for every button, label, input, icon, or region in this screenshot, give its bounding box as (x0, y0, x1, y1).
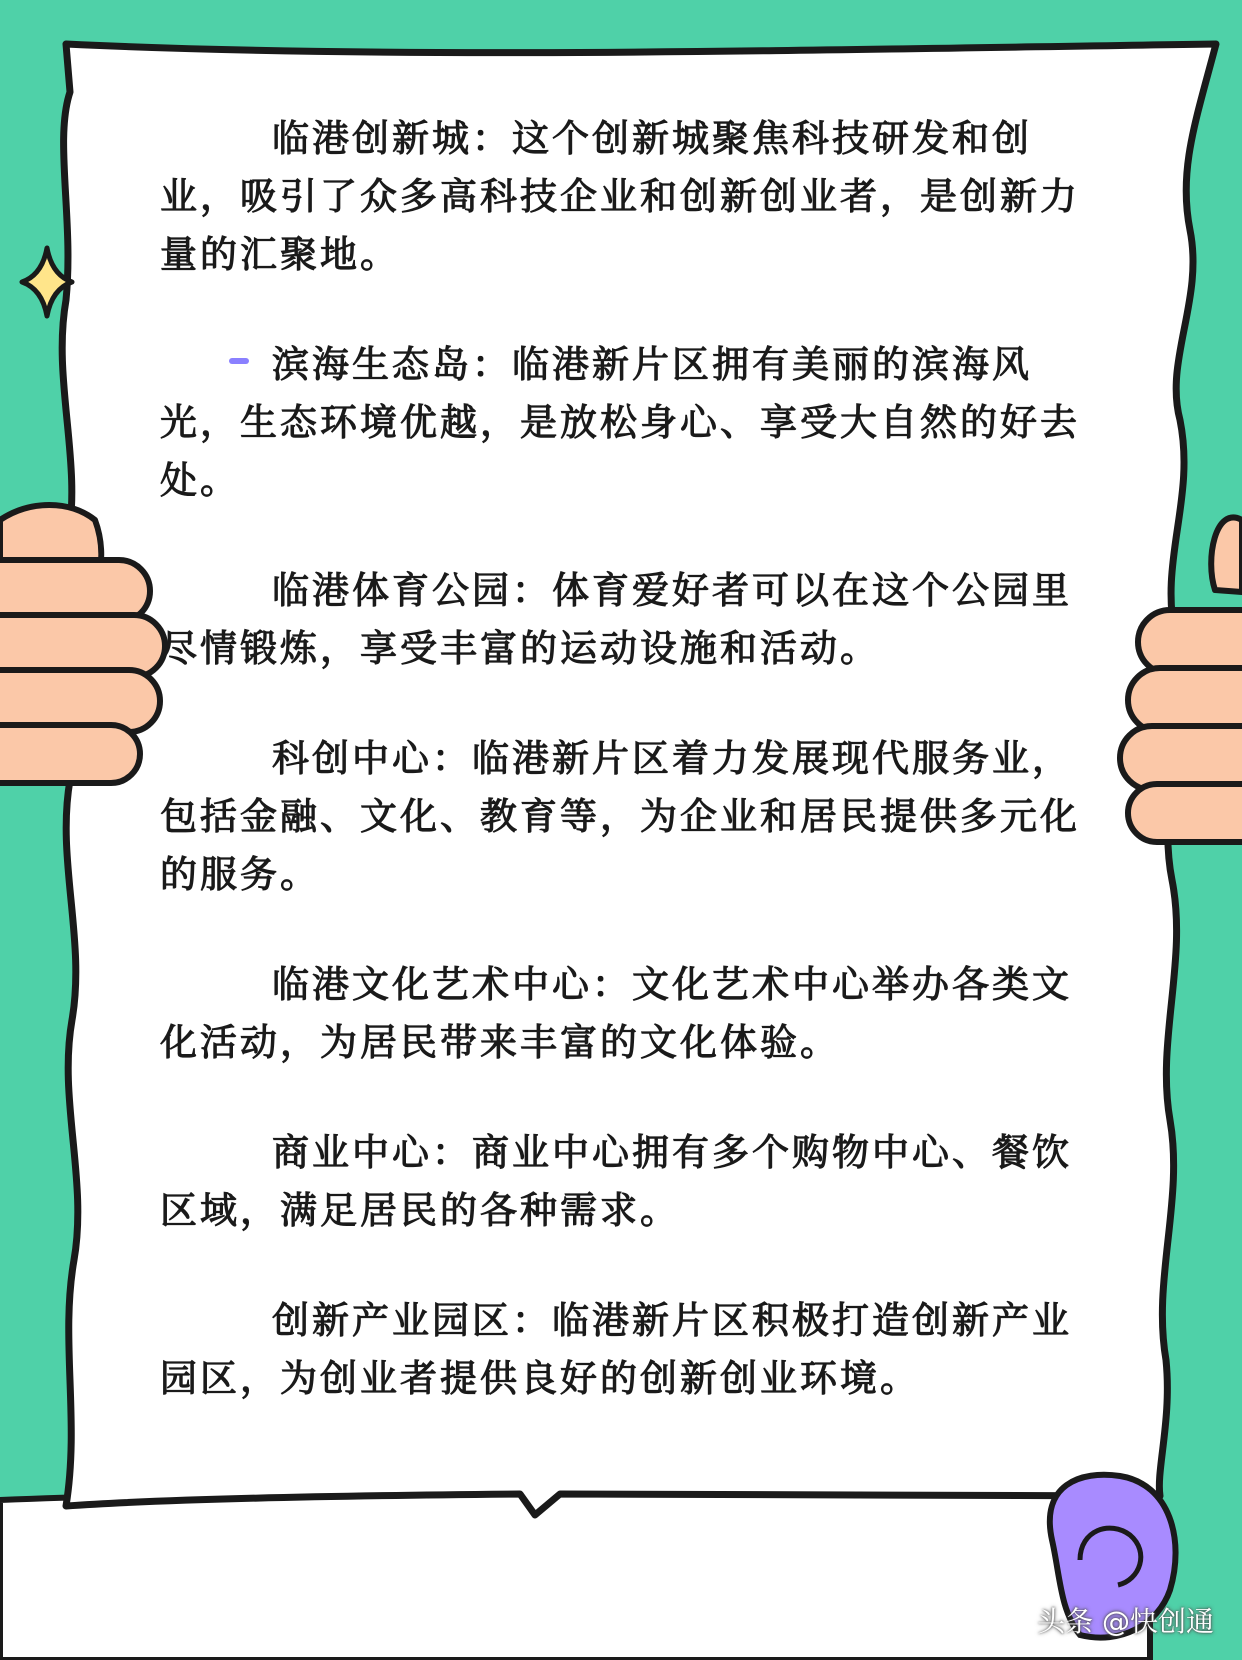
watermark: 头条 @快创通 (1037, 1605, 1214, 1638)
paragraph-arts-center: 临港文化艺术中心：文化艺术中心举办各类文化活动，为居民带来丰富的文化体验。 (160, 963, 1072, 1064)
paragraph-business-center: 商业中心：商业中心拥有多个购物中心、餐饮区域，满足居民的各种需求。 (160, 1131, 1072, 1232)
scroll-roll (0, 1490, 1150, 1660)
paragraph-sports-park: 临港体育公园：体育爱好者可以在这个公园里尽情锻炼，享受丰富的运动设施和活动。 (160, 569, 1072, 670)
paragraph-innovation-city: 临港创新城：这个创新城聚焦科技研发和创业，吸引了众多高科技企业和创新创业者，是创新力量的汇聚地。 (160, 117, 1080, 276)
paragraph-industrial-park: 创新产业园区：临港新片区积极打造创新产业园区，为创业者提供良好的创新创业环境。 (160, 1299, 1072, 1400)
paragraph-eco-island: 滨海生态岛：临港新片区拥有美丽的滨海风光，生态环境优越，是放松身心、享受大自然的好去处。 (160, 343, 1080, 502)
paragraph-sci-tech-center: 科创中心：临港新片区着力发展现代服务业，包括金融、文化、教育等，为企业和居民提供多元化的服务。 (160, 737, 1080, 896)
text-content (160, 110, 1110, 1460)
